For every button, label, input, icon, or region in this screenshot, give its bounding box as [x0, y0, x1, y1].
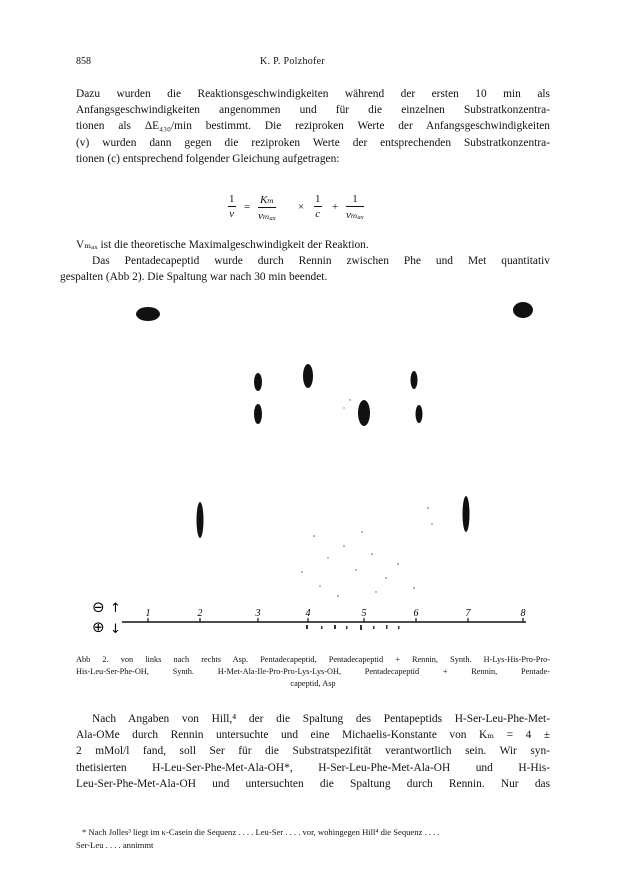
- text-line: tionen (c) entsprechend folgender Gleichung aufgetragen:: [76, 152, 340, 165]
- figure-caption: [76, 654, 550, 678]
- paragraph-1: [76, 86, 550, 167]
- times-sign: ×: [298, 201, 305, 213]
- lane-label: 6: [413, 608, 419, 619]
- spot-lane-6-a: [411, 371, 418, 389]
- text-line: Dazu wurden die Reaktionsgeschwindigkeiten während der ersten 10 min als: [76, 88, 550, 100]
- spot-lane-8-top: [513, 302, 533, 318]
- running-head: K. P. Polzhofer: [260, 56, 326, 67]
- text-line: (v) wurden dann gegen die reziproken Werte der entsprechenden Substratkonzentra-: [76, 136, 550, 149]
- spot-lane-5-b: [358, 400, 370, 426]
- caption-line: His-Leu-Ser-Phe-OH, Synth. H-Met-Ala-Ile-Pro-Pro-Lys-Lys-OH, Pentadecapeptid + Rennin, Pentade-: [76, 667, 550, 676]
- text-line: gespalten (Abb 2). Die Spaltung war nach 30 min beendet.: [60, 271, 328, 284]
- footnote: [76, 826, 550, 851]
- vmax-definition: Vₘₐₓ ist die theoretische Maximalgeschwindigkeit der Reaktion.: [76, 239, 369, 251]
- equals-sign: =: [244, 201, 251, 213]
- text-line: tionen als ΔE₄₃₀/min bestimmt. Die reziproken Werte der Anfangsgeschwindigkeiten: [76, 120, 550, 133]
- background-speckle: [301, 399, 432, 597]
- text-line: Nach Angaben von Hill,⁴ der die Spaltung des Pentapeptids H-Ser-Leu-Phe-Met-: [92, 713, 550, 725]
- cathode-symbol: ⊖: [92, 598, 105, 616]
- text-line: Anfangsgeschwindigkeiten angenommen und für die einzelnen Substratkonzentra-: [76, 104, 550, 117]
- spot-lane-7: [463, 496, 470, 532]
- baseline-smear: [306, 625, 400, 630]
- lane-label: 1: [145, 608, 151, 619]
- text-line: Leu-Ser-Phe-Met-Ala-OH und untersuchten die Spaltung durch Rennin. Nur das: [76, 777, 550, 790]
- caption-line: Abb 2. von links nach rechts Asp. Pentadecapeptid, Pentadecapeptid + Rennin, Synth. H-Lys-His-Pro-Pro-: [76, 655, 550, 664]
- footnote-line: * Nach Jolles³ liegt im κ-Casein die Sequenz . . . . Leu-Ser . . . . vor, wohingegen Hill⁴ die Sequenz . . . .: [82, 827, 440, 837]
- paragraph-2: [60, 253, 550, 285]
- spot-lane-6-b: [416, 405, 423, 423]
- lane-label: 5: [361, 608, 367, 619]
- spot-lane-2: [197, 502, 204, 538]
- text-line: Ala-OMe durch Rennin untersuchte und eine Michaelis-Konstante von Kₘ = 4 ±: [76, 729, 550, 742]
- lineweaver-burk-equation: [228, 193, 388, 233]
- text-line: Das Pentadecapeptid wurde durch Rennin zwischen Phe und Met quantitativ: [92, 255, 550, 267]
- page-number: 858: [76, 56, 91, 67]
- footnote-line: Ser-Leu . . . . annimmt: [76, 839, 154, 850]
- anode-symbol: ⊕: [92, 618, 105, 636]
- text-line: thetisierten H-Leu-Ser-Phe-Met-Ala-OH*, H-Ser-Leu-Phe-Met-Ala-OH und H-His-: [76, 761, 550, 774]
- text-line: 2 mMol/l fand, soll Ser für die Substratspezifität verantwortlich sein. Wir syn-: [76, 745, 550, 758]
- lane-label: 7: [465, 608, 471, 619]
- lane-label: 3: [255, 608, 261, 619]
- lane-label: 4: [305, 608, 311, 619]
- lane-label: 8: [520, 608, 526, 619]
- spot-lane-3-b: [254, 404, 262, 424]
- arrow-down-icon: ↓: [110, 622, 121, 637]
- caption-line: capeptid, Asp: [290, 679, 336, 688]
- spot-lane-4-a: [303, 364, 313, 388]
- fraction-one-c: $\frac{1}{c}$: [315, 193, 321, 220]
- arrow-up-icon: ↑: [110, 601, 121, 616]
- paragraph-3: [76, 711, 550, 792]
- electrophoresis-figure: [76, 296, 556, 646]
- plus-sign: +: [332, 201, 339, 213]
- fraction-lhs: $\frac{1}{v}$: [229, 193, 235, 220]
- spot-lane-1-top: [136, 307, 160, 321]
- fraction-km-vmax: Kₘ vₘₐₓ: [258, 194, 276, 222]
- lane-label: 2: [197, 608, 203, 619]
- fraction-one-vmax: 1 vₘₐₓ: [346, 193, 364, 221]
- spot-lane-3-a: [254, 373, 262, 391]
